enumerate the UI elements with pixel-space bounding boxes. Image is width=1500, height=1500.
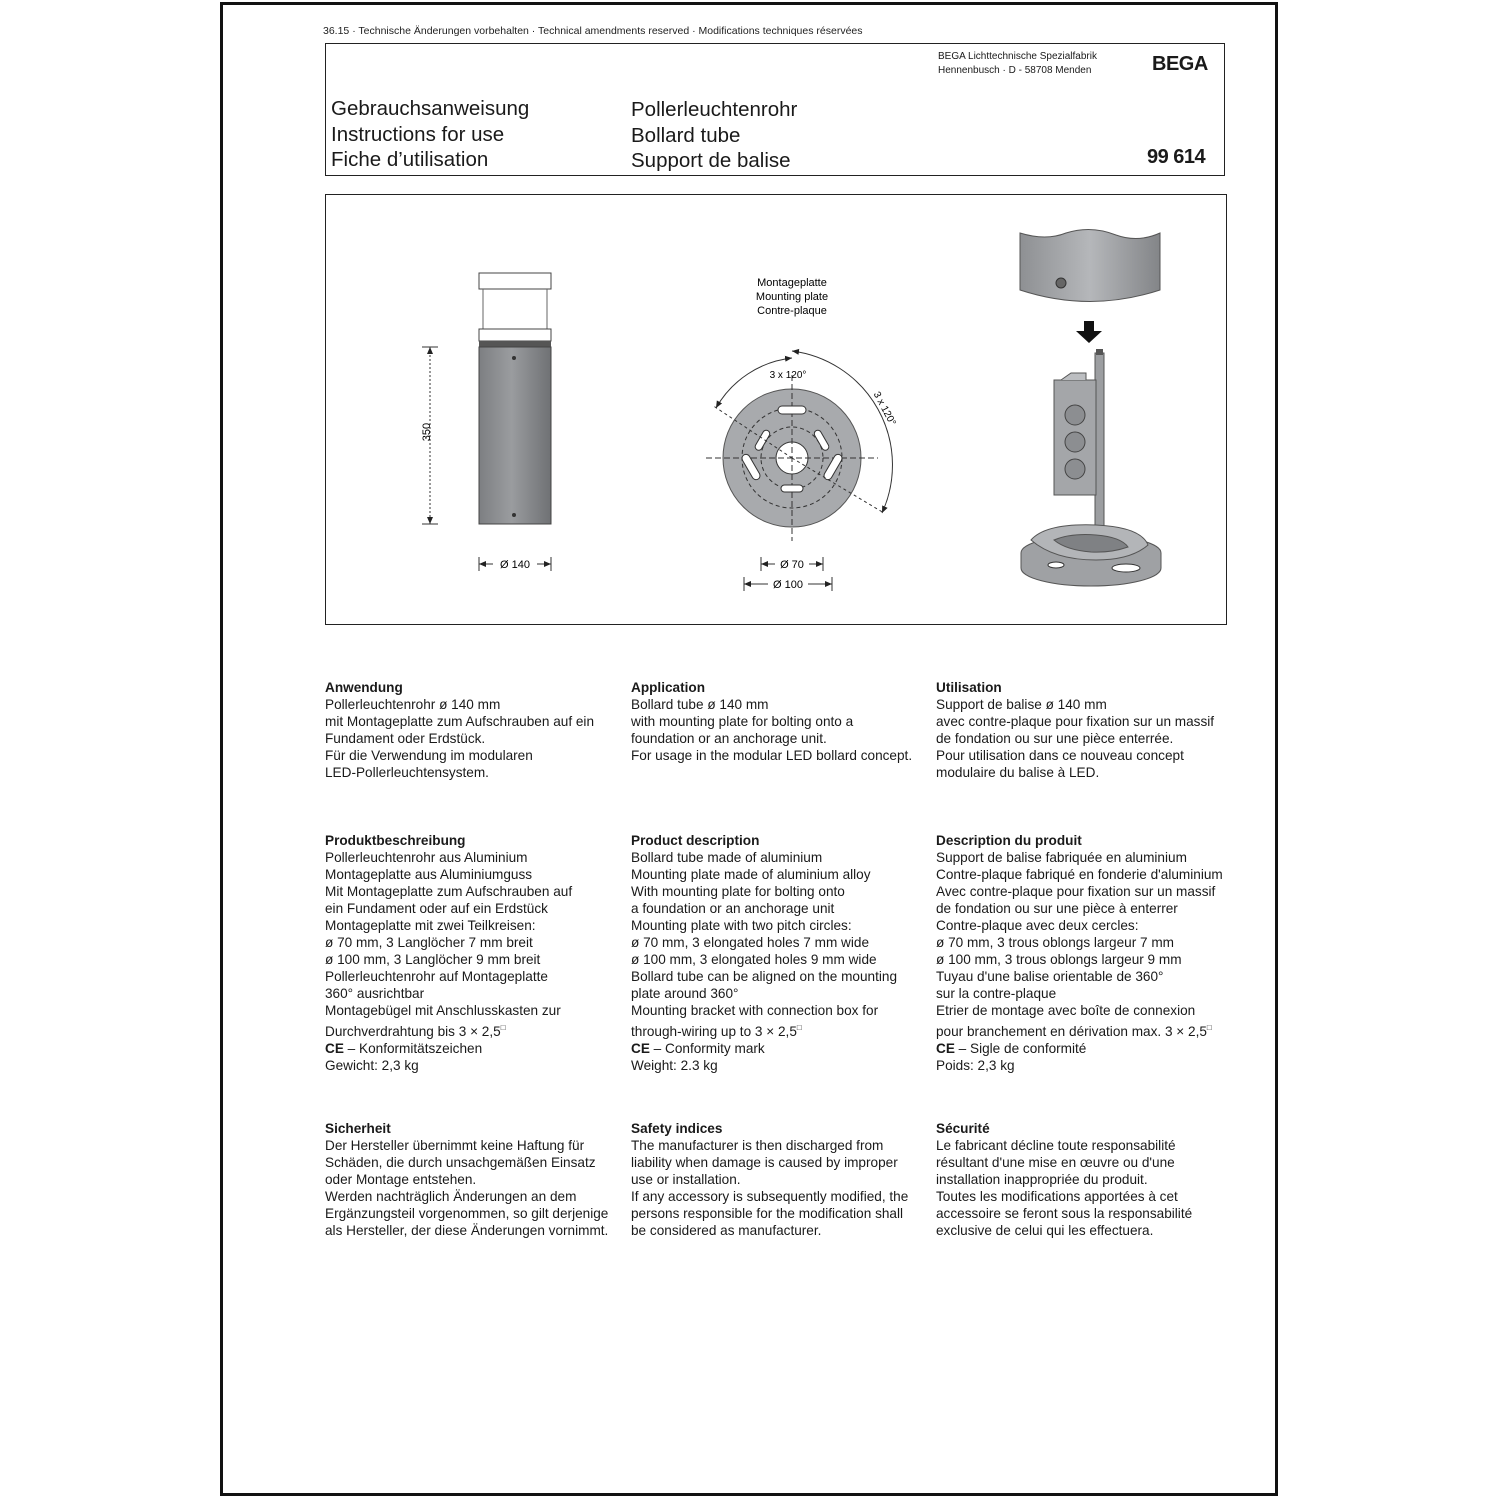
- text-line: accessoire se feront sous la responsabilité: [936, 1206, 1193, 1221]
- figure-panel: [325, 194, 1227, 625]
- mounting-plate-top-view: [706, 351, 898, 541]
- doc-type-titles: [331, 96, 529, 173]
- text-line: ø 70 mm, 3 Langlöcher 7 mm breit: [325, 935, 533, 950]
- tube-diameter-label: Ø 140: [500, 559, 530, 571]
- section-heading: Product description: [631, 833, 760, 848]
- square-unit: □: [1206, 1023, 1212, 1032]
- text-line: Etrier de montage avec boîte de connexion: [936, 1003, 1196, 1018]
- text-line: Mounting plate made of aluminium alloy: [631, 867, 871, 882]
- section-heading: Utilisation: [936, 680, 1002, 695]
- text-line: use or installation.: [631, 1172, 741, 1187]
- inner-diameter-label: Ø 70: [780, 559, 804, 571]
- brand-logo: BEGA: [1152, 53, 1208, 75]
- text-line: ø 100 mm, 3 Langlöcher 9 mm breit: [325, 952, 541, 967]
- company-name: BEGA Lichttechnische Spezialfabrik: [938, 51, 1097, 62]
- square-unit: □: [796, 1023, 802, 1032]
- text-line: Mounting plate with two pitch circles:: [631, 918, 852, 933]
- ce-text: – Conformity mark: [649, 1041, 765, 1056]
- text-line: Schäden, die durch unsachgemäßen Einsatz: [325, 1155, 596, 1170]
- bollard-side-view: [479, 273, 551, 524]
- text-line: Toutes les modifications apportées à cet: [936, 1189, 1178, 1204]
- text-line: Support de balise fabriquée en aluminium: [936, 850, 1187, 865]
- text-line: Mit Montageplatte zum Aufschrauben auf: [325, 884, 573, 899]
- text-line: sur la contre-plaque: [936, 986, 1057, 1001]
- text-line: avec contre-plaque pour fixation sur un massif: [936, 714, 1215, 729]
- plate-label-en: Mounting plate: [755, 291, 829, 303]
- text-line: ø 70 mm, 3 trous oblongs largeur 7 mm: [936, 935, 1174, 950]
- plate-label-fr: Contre-plaque: [757, 305, 827, 317]
- product-description-fr: [936, 832, 1236, 1074]
- product-titles: [631, 97, 797, 174]
- section-heading: Sicherheit: [325, 1121, 391, 1136]
- text-line: liability when damage is caused by improper: [631, 1155, 898, 1170]
- weight-line: Poids: 2,3 kg: [936, 1058, 1015, 1073]
- text-line: If any accessory is subsequently modified, the: [631, 1189, 909, 1204]
- tube-diameter-dimension: [479, 557, 551, 571]
- height-dimension: [421, 347, 438, 524]
- doc-type-en: Instructions for use: [331, 122, 505, 146]
- text-line: foundation or an anchorage unit.: [631, 731, 827, 746]
- text-line: Fundament oder Erdstück.: [325, 731, 486, 746]
- safety-de: [325, 1120, 625, 1239]
- company-location: Hennenbusch · D - 58708 Menden: [938, 65, 1092, 76]
- text-line: 360° ausrichtbar: [325, 986, 425, 1001]
- wiring-line: [631, 1019, 931, 1040]
- text-line: Für die Verwendung im modularen: [325, 748, 533, 763]
- angle-label-2: 3 x 120°: [870, 389, 898, 428]
- text-line: als Hersteller, der diese Änderungen vornimmt.: [325, 1223, 609, 1238]
- ce-line: [631, 1040, 931, 1057]
- application-fr: [936, 679, 1236, 781]
- revision-line: 36.15 · Technische Änderungen vorbehalten · Technical amendments reserved · Modifications techniques réservées: [323, 25, 863, 37]
- text-line: with mounting plate for bolting onto a: [631, 714, 854, 729]
- text-line: Pollerleuchtenrohr ø 140 mm: [325, 697, 501, 712]
- ce-mark: CE: [631, 1041, 650, 1056]
- wiring-line: [325, 1019, 625, 1040]
- text-line: ø 100 mm, 3 elongated holes 9 mm wide: [631, 952, 877, 967]
- text-line: Tuyau d'une balise orientable de 360°: [936, 969, 1164, 984]
- text-line: a foundation or an anchorage unit: [631, 901, 835, 916]
- text-line: LED-Pollerleuchtensystem.: [325, 765, 489, 780]
- ce-text: – Konformitätszeichen: [343, 1041, 483, 1056]
- text-line: Contre-plaque fabriqué en fonderie d'aluminium: [936, 867, 1223, 882]
- angle-label-1: 3 x 120°: [769, 370, 807, 381]
- text-line: persons responsible for the modification shall: [631, 1206, 904, 1221]
- text-line: The manufacturer is then discharged from: [631, 1138, 884, 1153]
- product-name-en: Bollard tube: [631, 123, 741, 147]
- wiring-text: Durchverdrahtung bis 3 × 2,5: [325, 1024, 501, 1039]
- application-de: [325, 679, 625, 781]
- text-line: résultant d'une mise en œuvre ou d'une: [936, 1155, 1175, 1170]
- product-description-en: [631, 832, 931, 1074]
- text-line: de fondation ou sur une pièce à enterrer: [936, 901, 1178, 916]
- text-line: installation inappropriée du produit.: [936, 1172, 1148, 1187]
- product-name-de: Pollerleuchtenrohr: [631, 98, 798, 121]
- text-line: Bollard tube can be aligned on the mounting: [631, 969, 898, 984]
- application-en: [631, 679, 931, 764]
- text-line: Pour utilisation dans ce nouveau concept: [936, 748, 1184, 763]
- product-name-fr: Support de balise: [631, 149, 791, 172]
- article-number: 99 614: [1147, 146, 1206, 168]
- text-line: Pollerleuchtenrohr auf Montageplatte: [325, 969, 548, 984]
- text-line: Der Hersteller übernimmt keine Haftung für: [325, 1138, 585, 1153]
- safety-en: [631, 1120, 931, 1239]
- text-line: ein Fundament oder auf ein Erdstück: [325, 901, 548, 916]
- company-address: [938, 50, 1097, 78]
- technical-drawing: [326, 195, 1228, 626]
- text-line: be considered as manufacturer.: [631, 1223, 822, 1238]
- text-line: Ergänzungsteil vorgenommen, so gilt derjenige: [325, 1206, 609, 1221]
- text-line: Mounting bracket with connection box for: [631, 1003, 879, 1018]
- outer-diameter-label: Ø 100: [773, 579, 803, 591]
- wiring-line: [936, 1019, 1236, 1040]
- plate-diameter-dimensions: [744, 557, 832, 591]
- section-heading: Sécurité: [936, 1121, 990, 1136]
- text-line: plate around 360°: [631, 986, 739, 1001]
- text-line: For usage in the modular LED bollard concept.: [631, 748, 913, 763]
- text-line: Contre-plaque avec deux cercles:: [936, 918, 1139, 933]
- wiring-text: pour branchement en dérivation max. 3 × 2,5: [936, 1024, 1207, 1039]
- text-line: de fondation ou sur une pièce enterrée.: [936, 731, 1174, 746]
- product-description-de: [325, 832, 625, 1074]
- assembly-view: [1020, 229, 1161, 586]
- section-heading: Safety indices: [631, 1121, 723, 1136]
- ce-line: [936, 1040, 1236, 1057]
- safety-fr: [936, 1120, 1236, 1239]
- square-unit: □: [500, 1023, 506, 1032]
- plate-label-de: Montageplatte: [757, 277, 827, 289]
- text-line: exclusive de celui qui les effectuera.: [936, 1223, 1154, 1238]
- text-line: modulaire du balise à LED.: [936, 765, 1100, 780]
- text-line: ø 100 mm, 3 trous oblongs largeur 9 mm: [936, 952, 1182, 967]
- text-line: Le fabricant décline toute responsabilité: [936, 1138, 1176, 1153]
- text-line: With mounting plate for bolting onto: [631, 884, 845, 899]
- ce-mark: CE: [936, 1041, 955, 1056]
- section-heading: Description du produit: [936, 833, 1082, 848]
- text-line: Pollerleuchtenrohr aus Aluminium: [325, 850, 528, 865]
- text-line: mit Montageplatte zum Aufschrauben auf ein: [325, 714, 595, 729]
- section-heading: Anwendung: [325, 680, 403, 695]
- section-heading: Produktbeschreibung: [325, 833, 466, 848]
- text-line: Bollard tube ø 140 mm: [631, 697, 769, 712]
- text-line: Montagebügel mit Anschlusskasten zur: [325, 1003, 561, 1018]
- text-line: oder Montage entstehen.: [325, 1172, 477, 1187]
- weight-line: Gewicht: 2,3 kg: [325, 1058, 419, 1073]
- section-heading: Application: [631, 680, 706, 695]
- mounting-plate-label: [756, 277, 828, 317]
- text-line: Bollard tube made of aluminium: [631, 850, 823, 865]
- text-line: Support de balise ø 140 mm: [936, 697, 1107, 712]
- text-line: Avec contre-plaque pour fixation sur un massif: [936, 884, 1216, 899]
- doc-type-fr: Fiche d’utilisation: [331, 148, 489, 171]
- wiring-text: through-wiring up to 3 × 2,5: [631, 1024, 797, 1039]
- ce-text: – Sigle de conformité: [954, 1041, 1087, 1056]
- height-label: 350: [421, 422, 433, 442]
- weight-line: Weight: 2.3 kg: [631, 1058, 718, 1073]
- doc-type-de: Gebrauchsanweisung: [331, 97, 530, 120]
- ce-mark: CE: [325, 1041, 344, 1056]
- text-line: ø 70 mm, 3 elongated holes 7 mm wide: [631, 935, 870, 950]
- ce-line: [325, 1040, 625, 1057]
- text-line: Montageplatte mit zwei Teilkreisen:: [325, 918, 536, 933]
- text-line: Werden nachträglich Änderungen an dem: [325, 1189, 577, 1204]
- text-line: Montageplatte aus Aluminiumguss: [325, 867, 533, 882]
